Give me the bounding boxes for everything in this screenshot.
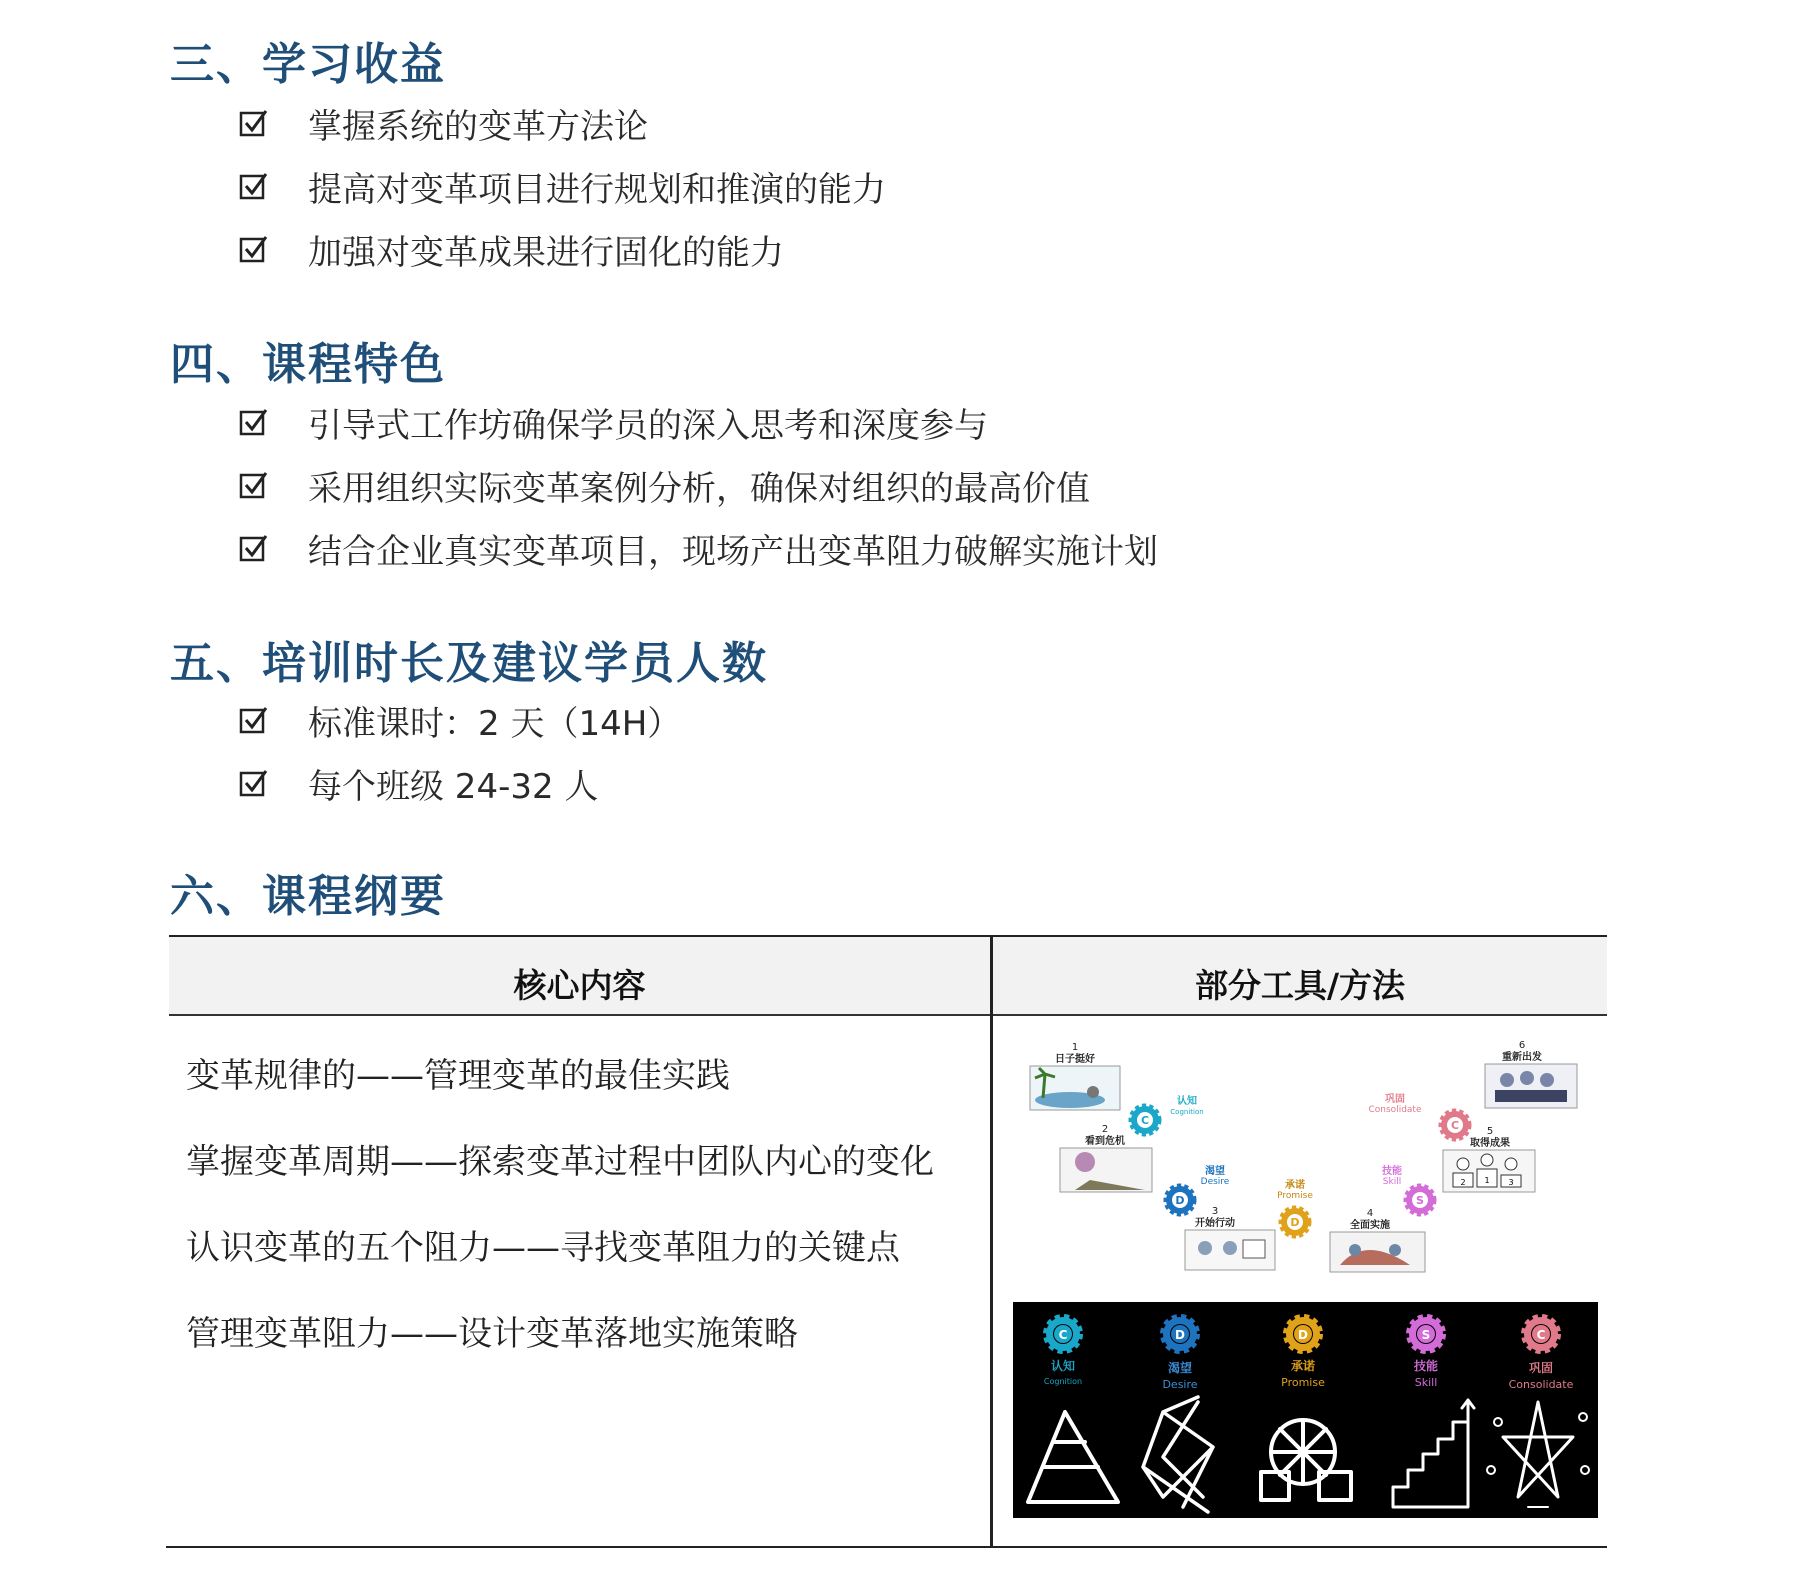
step-num: 3 (1211, 1206, 1219, 1217)
gear-letter: C (1058, 1328, 1068, 1342)
section-title-duration: 五、培训时长及建议学员人数 (170, 638, 768, 689)
list-item-text: 加强对变革成果进行固化的能力 (308, 232, 784, 273)
step-6-card (1485, 1040, 1577, 1108)
section-title-outline: 六、课程纲要 (170, 871, 446, 922)
gear-letter: D (1175, 1194, 1185, 1207)
section-title-features: 四、课程特色 (170, 339, 446, 390)
step-3-card (1185, 1206, 1275, 1270)
table-row: 变革规律的——管理变革的最佳实践 (186, 1056, 730, 1096)
gear-cn: 认知 (1050, 1359, 1076, 1373)
list-item-text: 提高对变革项目进行规划和推演的能力 (308, 169, 886, 210)
list-item (238, 460, 1090, 510)
gear-cn: 认知 (1177, 1096, 1197, 1107)
list-item (238, 224, 784, 274)
step-num: 5 (1486, 1126, 1494, 1137)
table-header-core-content: 核心内容 (513, 966, 646, 1005)
table-header-tools: 部分工具/方法 (1194, 966, 1406, 1005)
gear-en: Desire (1200, 1177, 1230, 1187)
gear-letter: C (1450, 1119, 1460, 1132)
podium-label: 3 (1508, 1178, 1514, 1187)
podium-label: 2 (1460, 1178, 1466, 1187)
gear-cn: 承诺 (1285, 1180, 1305, 1191)
gear-letter: C (1536, 1328, 1546, 1342)
gear-promise (1277, 1178, 1313, 1236)
checkbox-checked-icon (238, 108, 268, 138)
gear-en: Desire (1162, 1378, 1198, 1391)
checkbox-checked-icon (238, 171, 268, 201)
list-item (238, 695, 681, 745)
gear-en: Consolidate (1508, 1378, 1574, 1391)
table-bottom-rule (166, 1546, 1607, 1548)
gear-en: Promise (1277, 1191, 1313, 1201)
step-num: 1 (1071, 1042, 1079, 1053)
list-item (238, 397, 988, 447)
gear-letter: D (1298, 1328, 1308, 1342)
step-label: 取得成果 (1470, 1138, 1510, 1149)
table-row: 管理变革阻力——设计变革落地实施策略 (186, 1314, 798, 1354)
list-item (238, 98, 648, 148)
list-item-text: 结合企业真实变革项目，现场产出变革阻力破解实施计划 (308, 531, 1158, 572)
gear-desire (1166, 1164, 1230, 1214)
gear-cn: 巩固 (1528, 1361, 1554, 1375)
table-column-divider (990, 935, 993, 1547)
checkbox-checked-icon (238, 533, 268, 563)
gear-letter: C (1140, 1114, 1150, 1127)
gear-cn: 承诺 (1290, 1359, 1316, 1373)
step-num: 4 (1366, 1208, 1374, 1219)
change-cycle-diagram (1015, 1040, 1585, 1285)
table-header-rule (169, 1014, 1607, 1016)
checkbox-checked-icon (238, 407, 268, 437)
gear-en: Cognition (1170, 1108, 1204, 1116)
gear-consolidate (1369, 1092, 1470, 1139)
list-item-text: 引导式工作坊确保学员的深入思考和深度参与 (308, 405, 988, 446)
gear-cognition (1131, 1094, 1204, 1134)
list-item (238, 758, 598, 808)
table-row: 掌握变革周期——探索变革过程中团队内心的变化 (186, 1142, 934, 1182)
list-item (238, 523, 1158, 573)
checkbox-checked-icon (238, 768, 268, 798)
gear-en: Cognition (1043, 1377, 1083, 1386)
list-item-text: 每个班级 24-32 人 (308, 766, 599, 807)
gear-letter: S (1421, 1328, 1431, 1342)
step-label: 重新出发 (1502, 1052, 1542, 1063)
step-num: 6 (1518, 1040, 1526, 1051)
gear-cn: 技能 (1382, 1166, 1402, 1177)
list-item (238, 161, 886, 211)
gear-en: Skill (1414, 1376, 1438, 1389)
table-row: 认识变革的五个阻力——寻找变革阻力的关键点 (186, 1228, 900, 1268)
checkbox-checked-icon (238, 705, 268, 735)
step-num: 2 (1101, 1124, 1109, 1135)
gear-cn: 巩固 (1385, 1094, 1405, 1105)
gear-letter: S (1416, 1194, 1424, 1207)
list-item-text: 采用组织实际变革案例分析，确保对组织的最高价值 (308, 468, 1090, 509)
step-label: 开始行动 (1195, 1218, 1235, 1229)
podium-label: 1 (1484, 1176, 1490, 1185)
step-4-card (1330, 1208, 1425, 1272)
step-label: 日子挺好 (1055, 1054, 1095, 1065)
gear-cn: 渴望 (1167, 1361, 1193, 1375)
list-item-text: 掌握系统的变革方法论 (308, 106, 648, 147)
list-item-text: 标准课时：2 天（14H） (308, 703, 682, 744)
table-top-rule (169, 935, 1607, 937)
gear-letter: D (1175, 1328, 1185, 1342)
gear-en: Skill (1382, 1177, 1402, 1187)
gear-cn: 技能 (1413, 1359, 1439, 1373)
step-label: 全面实施 (1350, 1220, 1390, 1231)
gear-letter: D (1290, 1216, 1300, 1229)
checkbox-checked-icon (238, 234, 268, 264)
gear-en: Promise (1281, 1376, 1325, 1389)
gear-en: Consolidate (1368, 1105, 1422, 1115)
gear-cn: 渴望 (1205, 1166, 1225, 1177)
step-1-card (1030, 1042, 1120, 1110)
checkbox-checked-icon (238, 470, 268, 500)
change-tools-panel (1013, 1302, 1598, 1518)
gear-skill (1381, 1164, 1434, 1214)
section-title-benefits: 三、学习收益 (170, 39, 446, 90)
step-label: 看到危机 (1085, 1136, 1125, 1147)
